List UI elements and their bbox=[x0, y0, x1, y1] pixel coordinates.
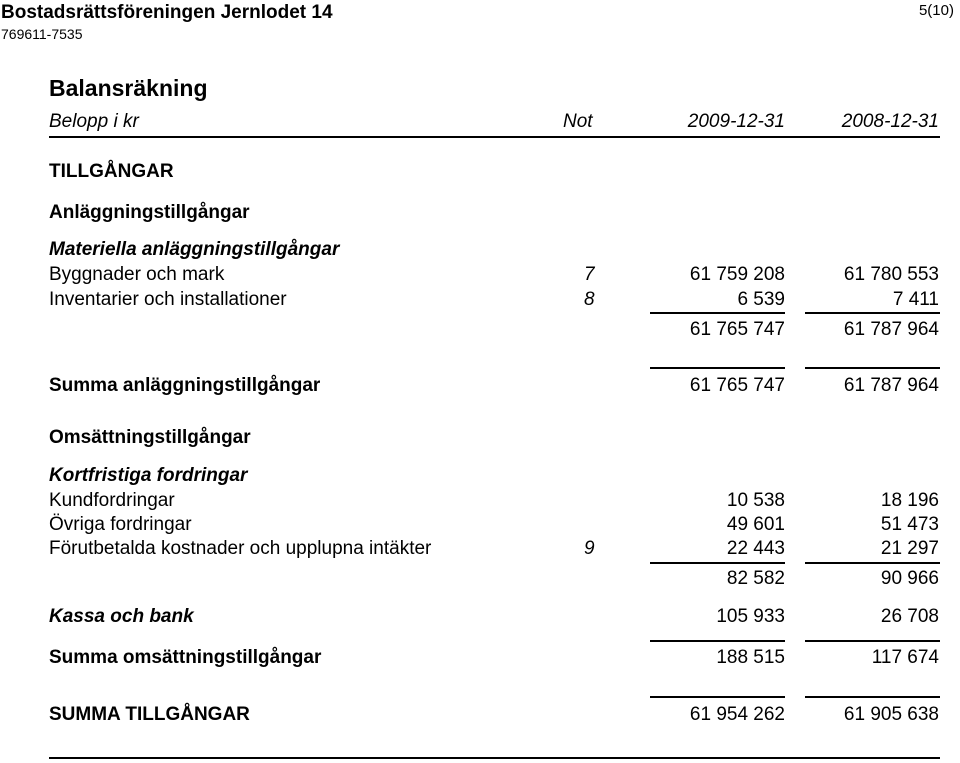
total-assets-2008: 61 905 638 bbox=[843, 704, 939, 725]
bottom-divider bbox=[49, 757, 940, 759]
receivables-subtotal-2008: 90 966 bbox=[880, 568, 939, 589]
section-fixed-assets: Anläggningstillgångar bbox=[49, 202, 250, 223]
row-value-inventory-2009: 6 539 bbox=[737, 289, 785, 310]
row-label-sum-current-assets: Summa omsättningstillgångar bbox=[49, 647, 322, 668]
row-label-other-receivables: Övriga fordringar bbox=[49, 514, 192, 535]
page-title: Balansräkning bbox=[49, 75, 208, 101]
organization-number: 769611-7535 bbox=[1, 26, 83, 42]
row-value-other-receivables-2008: 51 473 bbox=[880, 514, 939, 535]
row-label-total-assets: SUMMA TILLGÅNGAR bbox=[49, 704, 250, 725]
row-value-cash-2009: 105 933 bbox=[716, 606, 785, 627]
row-label-inventory: Inventarier och installationer bbox=[49, 289, 287, 310]
column-header-year-2: 2008-12-31 bbox=[841, 111, 939, 132]
tangible-subtotal-2009: 61 765 747 bbox=[689, 319, 785, 340]
organization-name: Bostadsrättsföreningen Jernlodet 14 bbox=[1, 2, 333, 23]
total-rule-2008 bbox=[805, 696, 940, 698]
receivables-subtotal-2009: 82 582 bbox=[726, 568, 785, 589]
row-note-inventory: 8 bbox=[584, 289, 595, 310]
sum-current-assets-2008: 117 674 bbox=[871, 647, 939, 668]
row-value-prepaid-2008: 21 297 bbox=[880, 538, 939, 559]
subsection-tangible-fixed-assets: Materiella anläggningstillgångar bbox=[49, 239, 340, 260]
subtotal-rule-2008 bbox=[805, 312, 940, 314]
row-value-customer-receivables-2009: 10 538 bbox=[726, 490, 785, 511]
sum-fixed-rule-2008 bbox=[805, 367, 940, 369]
row-note-prepaid: 9 bbox=[584, 538, 595, 559]
row-label-sum-fixed-assets: Summa anläggningstillgångar bbox=[49, 375, 321, 396]
sum-fixed-rule-2009 bbox=[650, 367, 785, 369]
section-assets: TILLGÅNGAR bbox=[49, 161, 174, 182]
sum-fixed-assets-2008: 61 787 964 bbox=[843, 375, 939, 396]
row-value-customer-receivables-2008: 18 196 bbox=[880, 490, 939, 511]
row-value-buildings-2009: 61 759 208 bbox=[689, 264, 785, 285]
row-label-prepaid: Förutbetalda kostnader och upplupna intäkter bbox=[49, 538, 432, 559]
row-value-prepaid-2009: 22 443 bbox=[726, 538, 785, 559]
tangible-subtotal-2008: 61 787 964 bbox=[843, 319, 939, 340]
row-note-buildings: 7 bbox=[584, 264, 595, 285]
column-header-amount: Belopp i kr bbox=[49, 111, 139, 132]
row-label-buildings: Byggnader och mark bbox=[49, 264, 225, 285]
row-label-cash: Kassa och bank bbox=[49, 606, 194, 627]
row-value-cash-2008: 26 708 bbox=[880, 606, 939, 627]
page-number: 5(10) bbox=[918, 2, 954, 19]
section-current-assets: Omsättningstillgångar bbox=[49, 427, 251, 448]
sum-current-rule-2009 bbox=[650, 640, 785, 642]
column-header-note: Not bbox=[563, 111, 593, 132]
row-value-buildings-2008: 61 780 553 bbox=[843, 264, 939, 285]
row-label-customer-receivables: Kundfordringar bbox=[49, 490, 175, 511]
column-header-year-1: 2009-12-31 bbox=[687, 111, 785, 132]
sum-current-rule-2008 bbox=[805, 640, 940, 642]
receivables-rule-2008 bbox=[805, 562, 940, 564]
sum-fixed-assets-2009: 61 765 747 bbox=[689, 375, 785, 396]
header-divider bbox=[49, 136, 940, 138]
subtotal-rule-2009 bbox=[650, 312, 785, 314]
receivables-rule-2009 bbox=[650, 562, 785, 564]
total-rule-2009 bbox=[650, 696, 785, 698]
sum-current-assets-2009: 188 515 bbox=[716, 647, 785, 668]
total-assets-2009: 61 954 262 bbox=[689, 704, 785, 725]
row-value-other-receivables-2009: 49 601 bbox=[726, 514, 785, 535]
subsection-short-receivables: Kortfristiga fordringar bbox=[49, 465, 248, 486]
row-value-inventory-2008: 7 411 bbox=[892, 289, 939, 310]
